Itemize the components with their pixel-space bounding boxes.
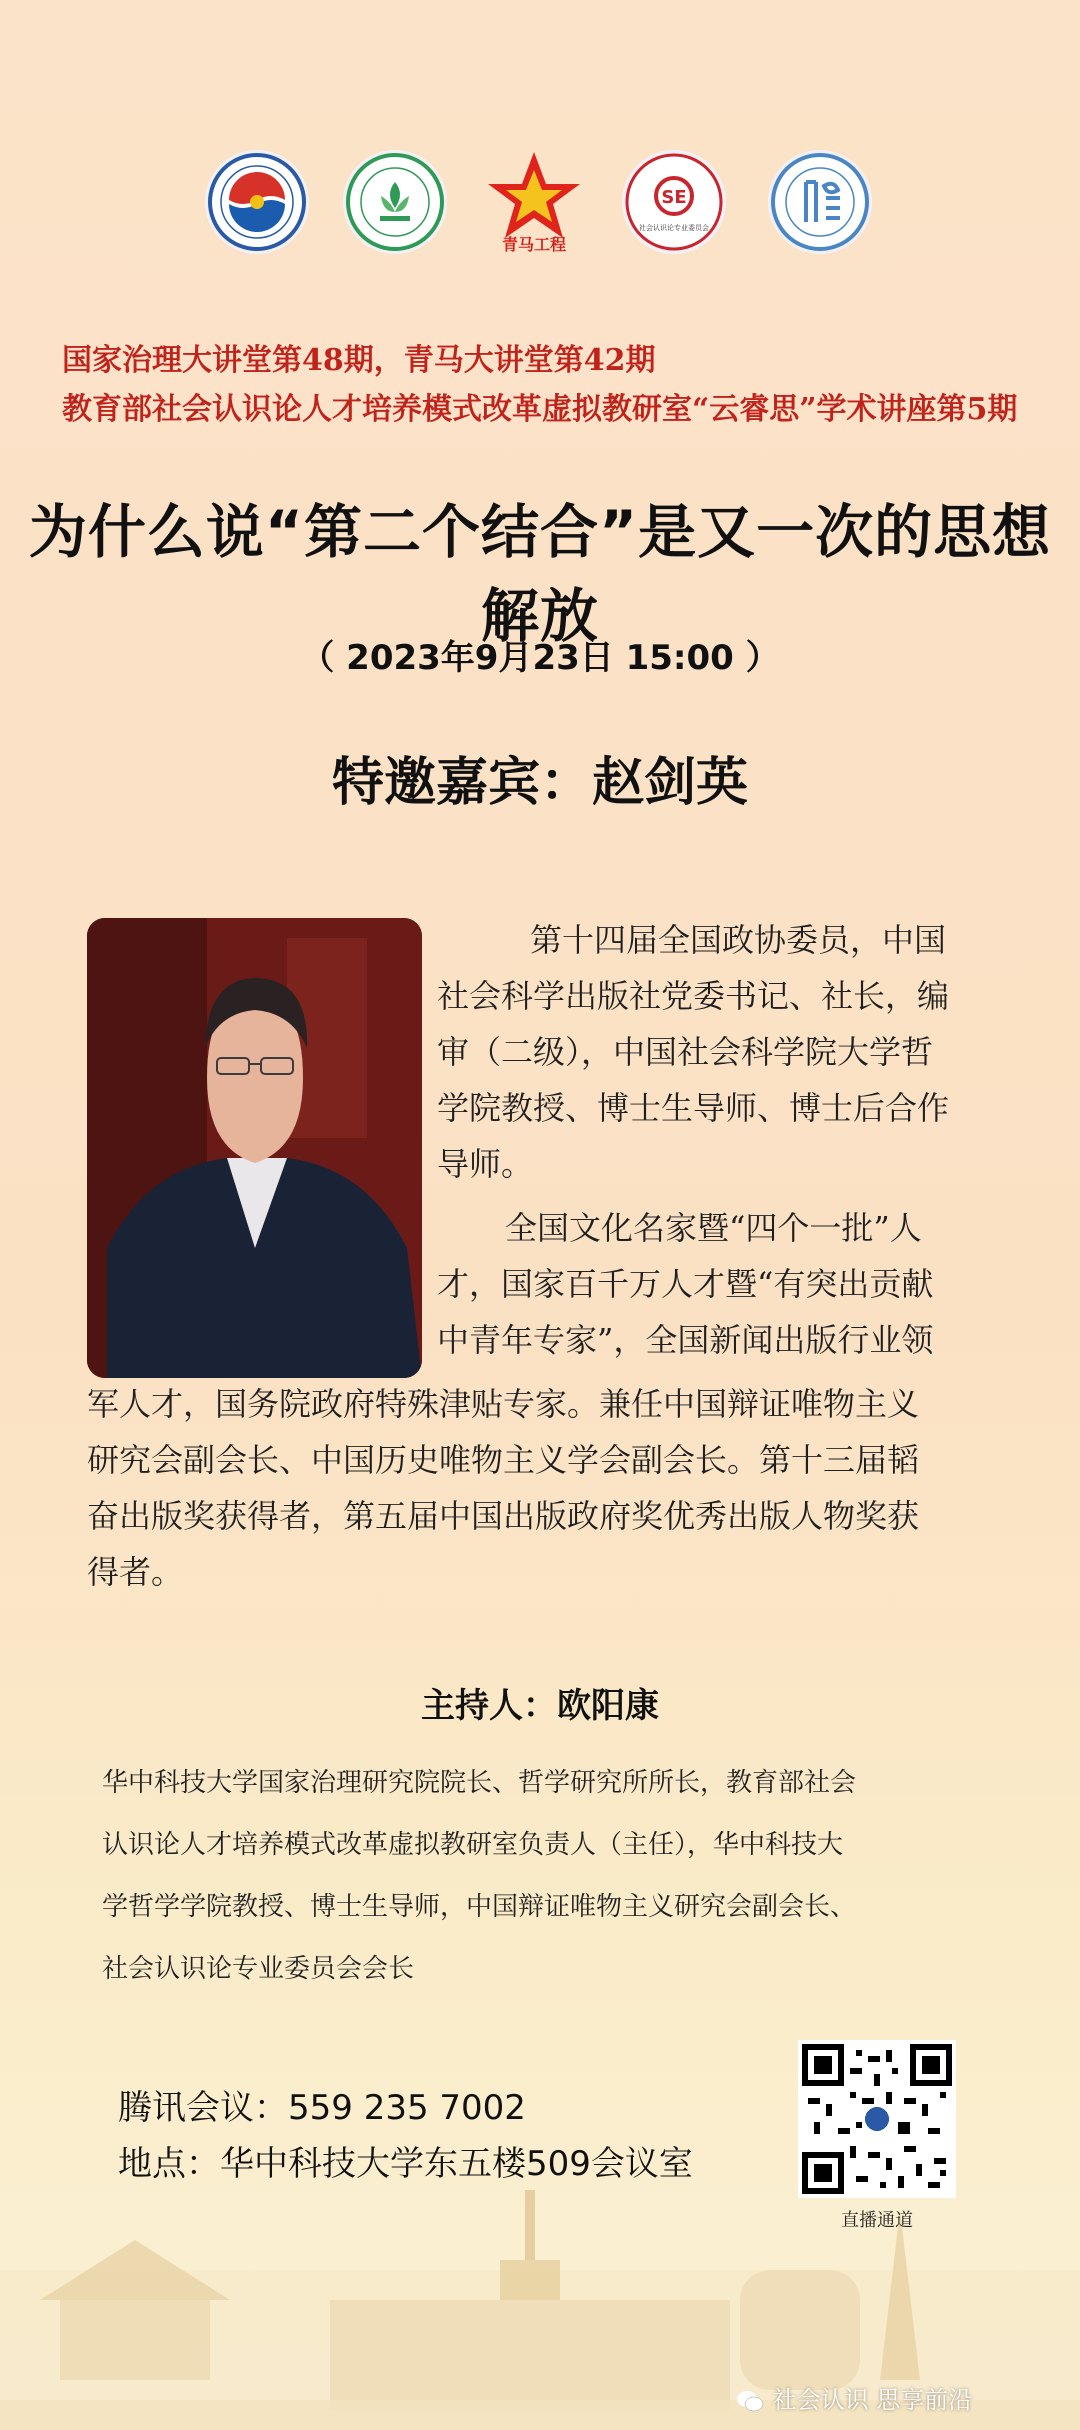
svg-text:青马工程: 青马工程 [501, 235, 567, 252]
series-line-2: 教育部社会认识论人才培养模式改革虚拟教研室“云睿思”学术讲座第5期 [62, 392, 1018, 427]
svg-text:社会认识论专业委员会: 社会认识论专业委员会 [639, 224, 709, 232]
svg-text:SE: SE [661, 187, 687, 208]
school-of-philosophy-logo [768, 150, 872, 254]
guest-heading: 特邀嘉宾：赵剑英 [331, 752, 748, 813]
lecture-title: 为什么说“第二个结合”是又一次的思想解放 [28, 498, 1052, 650]
bio-line: 研究会副会长、中国历史唯物主义学会副会长。第十三届韬 [87, 1441, 920, 1479]
host-line: 学哲学学院教授、博士生导师，中国辩证唯物主义研究会副会长、 [102, 1892, 857, 1922]
bio-line: 全国文化名家暨“四个一批”人 [505, 1209, 922, 1247]
lecture-date: （ 2023年9月23日 15:00 ） [300, 638, 780, 678]
bio-line: 学院教授、博士生导师、博士后合作 [437, 1089, 950, 1127]
host-heading: 主持人：欧阳康 [421, 1686, 659, 1726]
national-governance-institute-logo [205, 150, 309, 254]
live-stream-qr-code[interactable] [798, 2040, 956, 2198]
meeting-location: 地点：华中科技大学东五楼509会议室 [118, 2144, 693, 2184]
wechat-icon [735, 2389, 765, 2413]
series-line-1: 国家治理大讲堂第48期，青马大讲堂第42期 [62, 343, 656, 378]
bio-line: 才，国家百千万人才暨“有突出贡献 [437, 1265, 934, 1303]
bio-line: 审（二级），中国社会科学院大学哲 [437, 1033, 934, 1071]
huazhong-university-logo [343, 150, 447, 254]
bio-line: 得者。 [87, 1553, 184, 1591]
host-line: 华中科技大学国家治理研究院院长、哲学研究所所长，教育部社会 [102, 1768, 857, 1798]
bio-line: 中青年专家”，全国新闻出版行业领 [437, 1321, 934, 1359]
host-line: 认识论人才培养模式改革虚拟教研室负责人（主任），华中科技大 [102, 1830, 844, 1860]
bio-line: 军人才，国务院政府特殊津贴专家。兼任中国辩证唯物主义 [87, 1385, 920, 1423]
bio-line: 导师。 [437, 1145, 534, 1183]
logo-row [0, 150, 1080, 270]
qingma-project-logo [482, 150, 586, 254]
bio-line: 社会科学出版社党委书记、社长，编 [437, 977, 950, 1015]
watermark-text: 社会认识 思享前沿 [772, 2386, 973, 2414]
host-line: 社会认识论专业委员会会长 [102, 1954, 415, 1984]
wechat-watermark [735, 2380, 972, 2415]
social-cognition-committee-logo [622, 150, 726, 254]
tencent-meeting-id[interactable]: 腾讯会议：559 235 7002 [118, 2088, 526, 2128]
bio-line: 第十四届全国政协委员，中国 [530, 921, 947, 959]
guest-photo [87, 918, 422, 1378]
qr-caption: 直播通道 [841, 2210, 913, 2231]
bio-line: 奋出版奖获得者，第五届中国出版政府奖优秀出版人物奖获 [87, 1497, 920, 1535]
